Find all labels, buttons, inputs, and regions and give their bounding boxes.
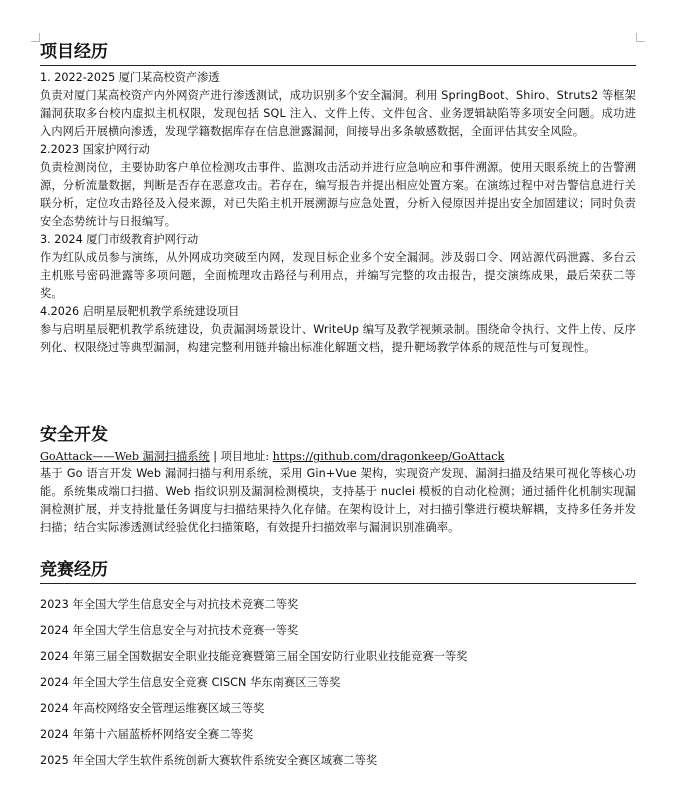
project-name: GoAttack——Web 漏洞扫描系统 [40,450,210,463]
project-title: 1. 2022-2025 厦门某高校资产渗透 [40,71,220,84]
award-item: 2024 年高校网络安全管理运维赛区域三等奖 [40,702,265,715]
page-corner-mark-left [31,33,40,42]
section-heading-projects: 项目经历 [40,40,636,66]
project-title: 2.2023 国家护网行动 [40,143,150,156]
security-dev-description: 基于 Go 语言开发 Web 漏洞扫描与利用系统，采用 Gin+Vue 架构，实现资产发现、漏洞扫描及结果可视化等核心功能。系统集成端口扫描、Web 指纹识别及漏洞检测模块，支持基于 nuclei 模板的自动化检测；通过插件化机制实现漏洞检测扩展，并支持批量任务调度与扫描结果持久化存储。在架构设计上，对扫描引擎进行模块解耦，支持多任务并发扫描；结合实际渗透测试经验优化扫描策略，有效提升扫描效率与漏洞识别准确率。 [40,467,636,534]
project-item [40,141,636,231]
project-title: 4.2026 启明星辰靶机教学系统建设项目 [40,305,240,318]
award-item: 2024 年第三届全国数据安全职业技能竞赛暨第三届全国安防行业职业技能竞赛一等奖 [40,650,468,663]
award-item: 2024 年全国大学生信息安全与对抗技术竞赛一等奖 [40,624,299,637]
projects-section [40,40,636,357]
award-item: 2024 年第十六届蓝桥杯网络安全赛二等奖 [40,728,254,741]
project-description: 负责对厦门某高校资产内外网资产进行渗透测试，成功识别多个安全漏洞。利用 SpringBoot、Shiro、Struts2 等框架漏洞获取多台校内虚拟主机权限，发现包括 SQL 注入、文件上传、文件包含、业务逻辑缺陷等多项安全问题。成功进入内网后开展横向渗透，发现学籍数据库存在信息泄露漏洞，间接导出多条敏感数据，全面评估其安全风险。 [40,89,636,138]
section-heading-competitions: 竞赛经历 [40,558,636,584]
project-url-link[interactable]: https://github.com/dragonkeep/GoAttack [272,450,505,463]
security-dev-section [40,423,636,537]
resume-page [40,40,636,767]
separator: | [213,450,218,463]
project-header-line [40,448,636,465]
project-address-label: 项目地址: [220,450,273,463]
award-item: 2024 年全国大学生信息安全竞赛 CISCN 华东南赛区三等奖 [40,676,341,689]
project-item [40,303,636,357]
section-heading-security-dev: 安全开发 [40,425,108,445]
project-item [40,69,636,141]
project-item [40,231,636,303]
project-list [40,69,636,357]
award-list [40,592,636,774]
competition-section [40,558,636,774]
project-description: 负责检测岗位，主要协助客户单位检测攻击事件、监测攻击活动并进行应急响应和事件溯源。使用天眼系统上的告警溯源，分析流量数据，判断是否存在恶意攻击。若存在，编写报告并提出相应处置方案。在演练过程中对告警信息进行关联分析，定位攻击路径及入侵来源，对已失陷主机开展溯源与应急处置，分析入侵原因并提出安全加固建议；同时负责安全态势统计与日报编写。 [40,161,636,228]
project-description: 作为红队成员参与演练，从外网成功突破至内网，发现目标企业多个安全漏洞。涉及弱口令、网站源代码泄露、多台云主机账号密码泄露等多项问题，全面梳理攻击路径与利用点，并编写完整的攻击报告，提交演练成果，最后荣获二等奖。 [40,251,636,300]
award-item: 2023 年全国大学生信息安全与对抗技术竞赛二等奖 [40,598,299,611]
award-item: 2025 年全国大学生软件系统创新大赛软件系统安全赛区域赛二等奖 [40,754,378,767]
project-title: 3. 2024 厦门市级教育护网行动 [40,233,199,246]
page-corner-mark-right [636,33,645,42]
project-description: 参与启明星辰靶机教学系统建设，负责漏洞场景设计、WriteUp 编写及教学视频录制。围绕命令执行、文件上传、反序列化、权限绕过等典型漏洞，构建完整利用链并输出标准化解题文档，提升靶场教学体系的规范性与可复现性。 [40,323,636,354]
